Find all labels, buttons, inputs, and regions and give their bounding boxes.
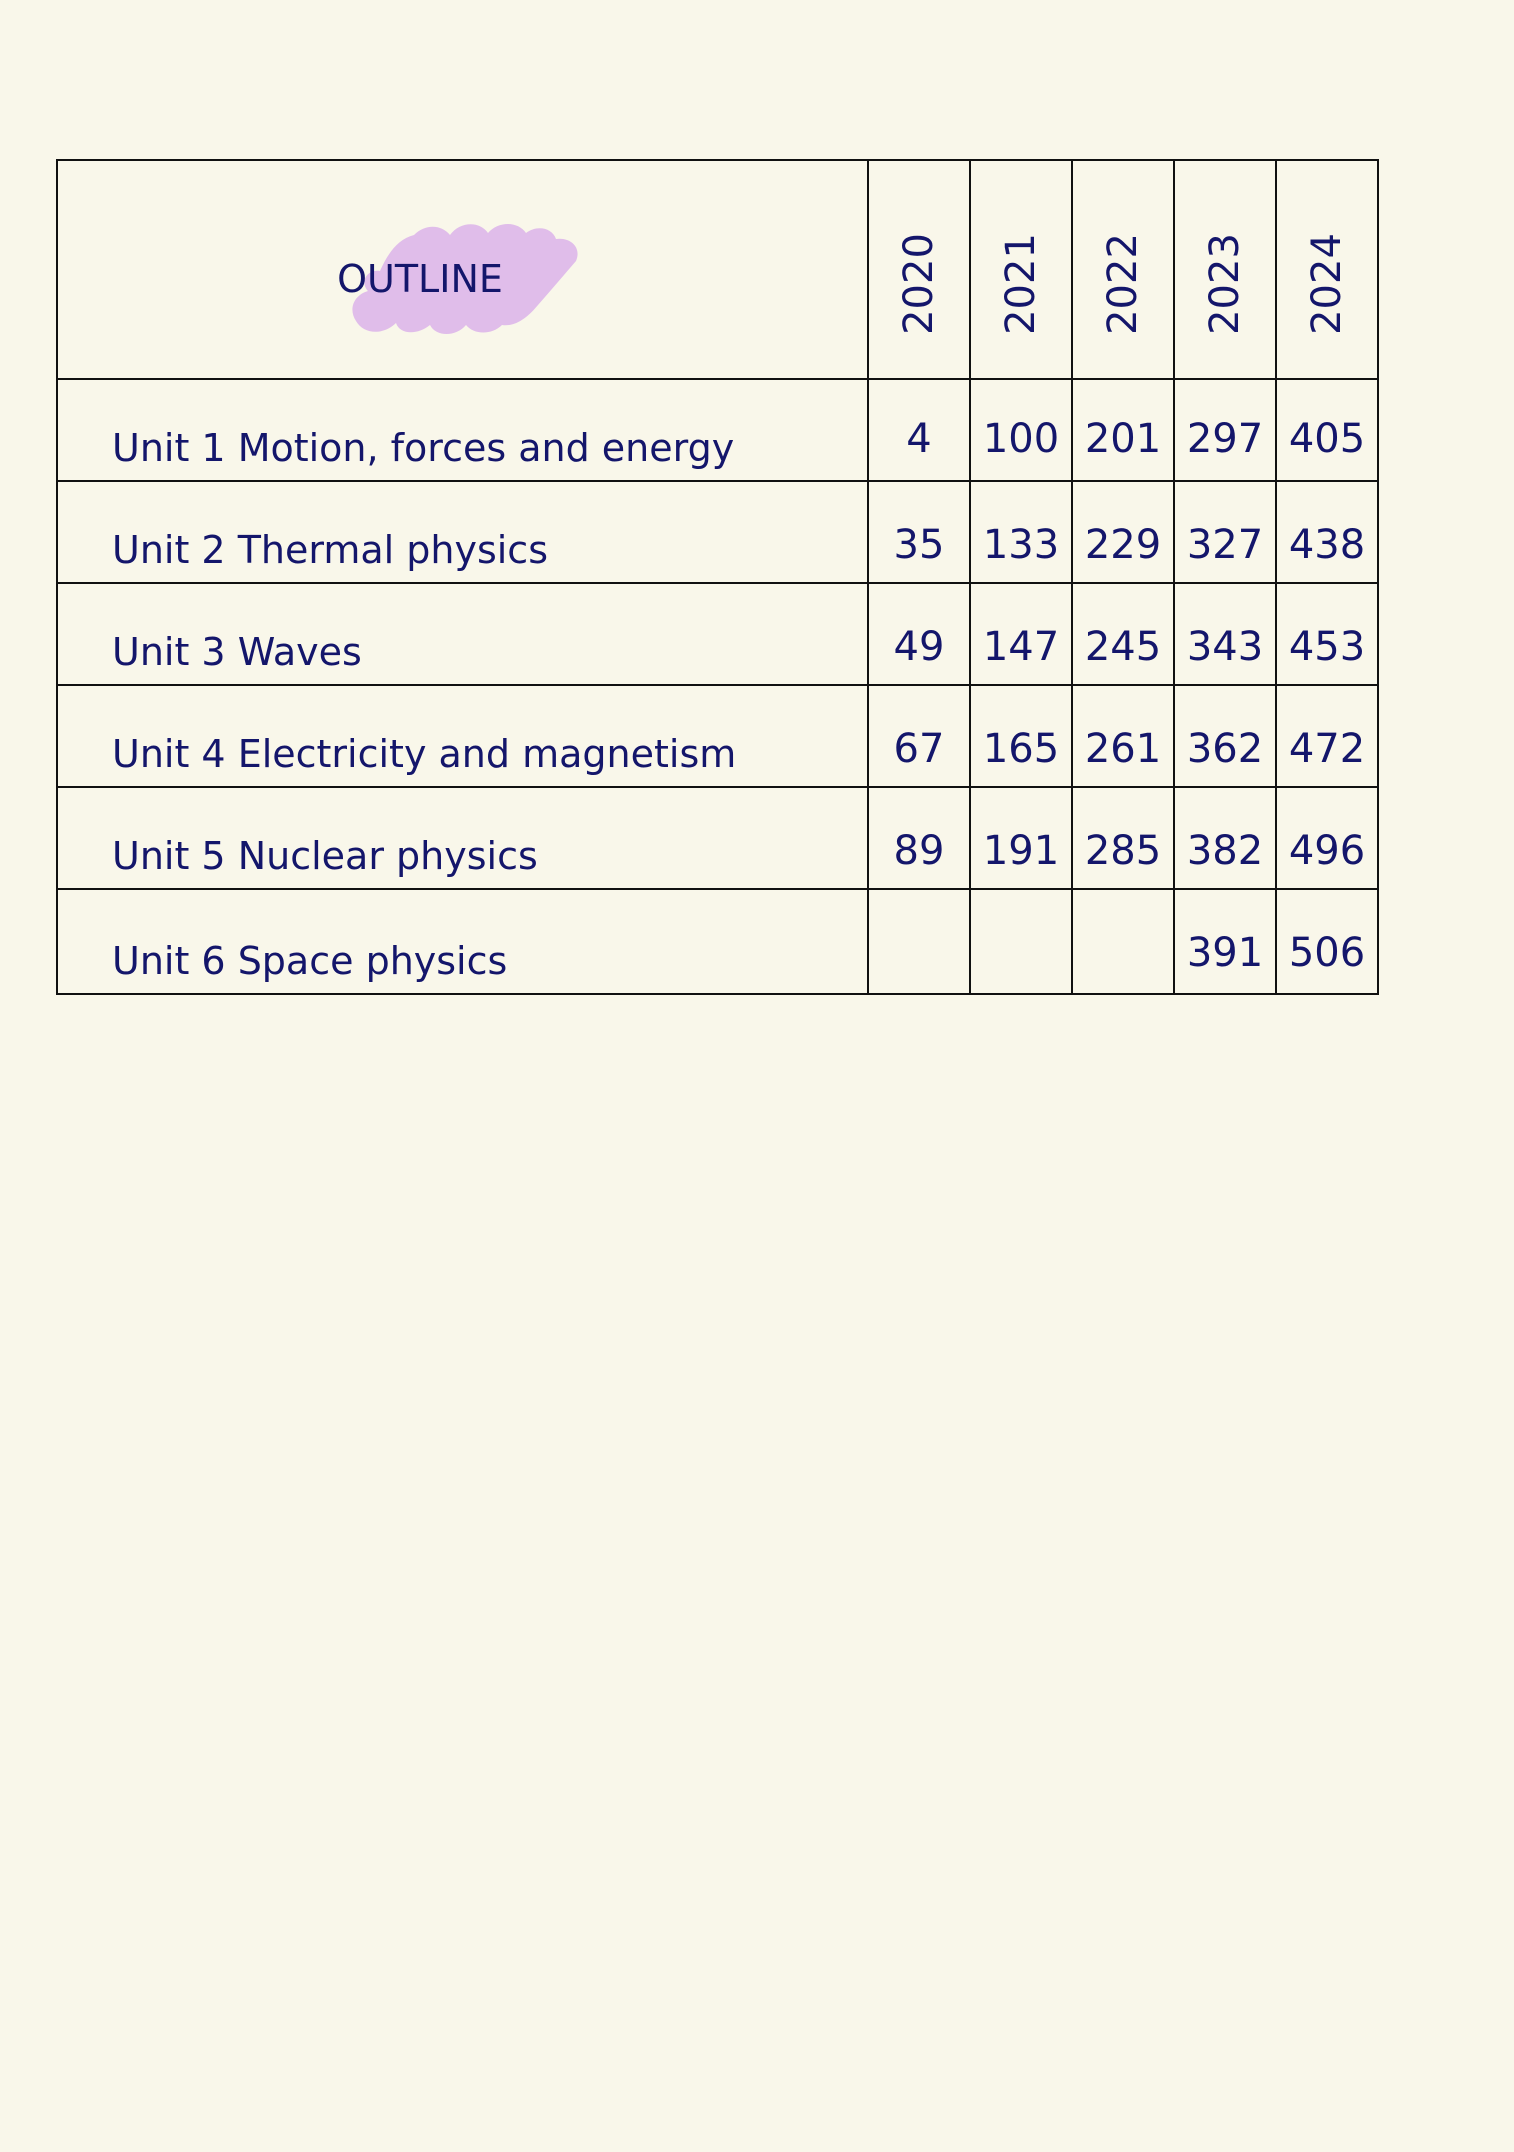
topic-cell: [57, 481, 868, 583]
page-number: [971, 890, 1071, 930]
outline-table: [56, 159, 1379, 995]
value-cell: [1174, 583, 1276, 685]
page-number: 165: [982, 726, 1060, 772]
value-cell: [1072, 685, 1174, 787]
year-header-2023: [1174, 160, 1276, 379]
page-number: 229: [1084, 522, 1162, 568]
table-row: [57, 787, 1378, 889]
page-number: 89: [893, 828, 945, 874]
page-number: [1073, 890, 1173, 930]
table-row: [57, 685, 1378, 787]
page-number: 382: [1186, 828, 1264, 874]
value-cell: [970, 379, 1072, 481]
page-number: 285: [1084, 828, 1162, 874]
year-label: 2021: [998, 232, 1044, 335]
table-row: [57, 481, 1378, 583]
value-cell: [1276, 685, 1378, 787]
value-cell: [970, 889, 1072, 994]
value-cell: [868, 379, 970, 481]
page-number: 133: [982, 522, 1060, 568]
page-number: 100: [982, 416, 1060, 462]
page-number: 297: [1186, 416, 1264, 462]
year-header-2020: [868, 160, 970, 379]
value-cell: [1276, 787, 1378, 889]
topic-label: Unit 1 Motion, forces and energy: [112, 426, 735, 470]
topic-cell: [57, 685, 868, 787]
value-cell: [970, 481, 1072, 583]
page-number: 4: [906, 416, 932, 462]
topic-label: Unit 2 Thermal physics: [112, 528, 548, 572]
value-cell: [868, 889, 970, 994]
value-cell: [1072, 787, 1174, 889]
topic-label: Unit 4 Electricity and magnetism: [112, 732, 737, 776]
value-cell: [970, 583, 1072, 685]
topic-cell: [57, 889, 868, 994]
page-number: 496: [1288, 828, 1366, 874]
page-number: 506: [1288, 930, 1366, 976]
value-cell: [1174, 787, 1276, 889]
value-cell: [868, 787, 970, 889]
year-header-2024: [1276, 160, 1378, 379]
value-cell: [1174, 379, 1276, 481]
page-number: 362: [1186, 726, 1264, 772]
page-number: 191: [982, 828, 1060, 874]
value-cell: [1072, 889, 1174, 994]
page-number: 405: [1288, 416, 1366, 462]
page-number: 438: [1288, 522, 1366, 568]
page-number: 147: [982, 624, 1060, 670]
value-cell: [1174, 685, 1276, 787]
value-cell: [868, 685, 970, 787]
page-number: 453: [1288, 624, 1366, 670]
value-cell: [970, 787, 1072, 889]
value-cell: [1174, 889, 1276, 994]
year-label: 2022: [1100, 232, 1146, 335]
value-cell: [1276, 889, 1378, 994]
page-number: 245: [1084, 624, 1162, 670]
value-cell: [868, 583, 970, 685]
year-header-2022: [1072, 160, 1174, 379]
table-row: [57, 889, 1378, 994]
year-label: 2024: [1304, 232, 1350, 335]
value-cell: [868, 481, 970, 583]
value-cell: [1276, 379, 1378, 481]
topic-label: Unit 3 Waves: [112, 630, 362, 674]
table-row: [57, 379, 1378, 481]
page-number: 261: [1084, 726, 1162, 772]
page-number: 343: [1186, 624, 1264, 670]
year-header-2021: [970, 160, 1072, 379]
value-cell: [1072, 379, 1174, 481]
year-label: 2023: [1202, 232, 1248, 335]
value-cell: [1072, 583, 1174, 685]
value-cell: [1276, 583, 1378, 685]
page-number: [869, 890, 969, 930]
value-cell: [1276, 481, 1378, 583]
topic-label: Unit 6 Space physics: [112, 939, 508, 983]
topic-label: Unit 5 Nuclear physics: [112, 834, 538, 878]
outline-label: OUTLINE: [337, 257, 503, 301]
outline-header-cell: [57, 160, 868, 379]
header-row: [57, 160, 1378, 379]
value-cell: [970, 685, 1072, 787]
page-number: 35: [893, 522, 945, 568]
year-label: 2020: [896, 232, 942, 335]
page-number: 391: [1186, 930, 1264, 976]
page-number: 327: [1186, 522, 1264, 568]
value-cell: [1174, 481, 1276, 583]
topic-cell: [57, 787, 868, 889]
topic-cell: [57, 379, 868, 481]
page-number: 67: [893, 726, 945, 772]
topic-cell: [57, 583, 868, 685]
page-number: 472: [1288, 726, 1366, 772]
table-row: [57, 583, 1378, 685]
value-cell: [1072, 481, 1174, 583]
page-number: 201: [1084, 416, 1162, 462]
page-number: 49: [893, 624, 945, 670]
